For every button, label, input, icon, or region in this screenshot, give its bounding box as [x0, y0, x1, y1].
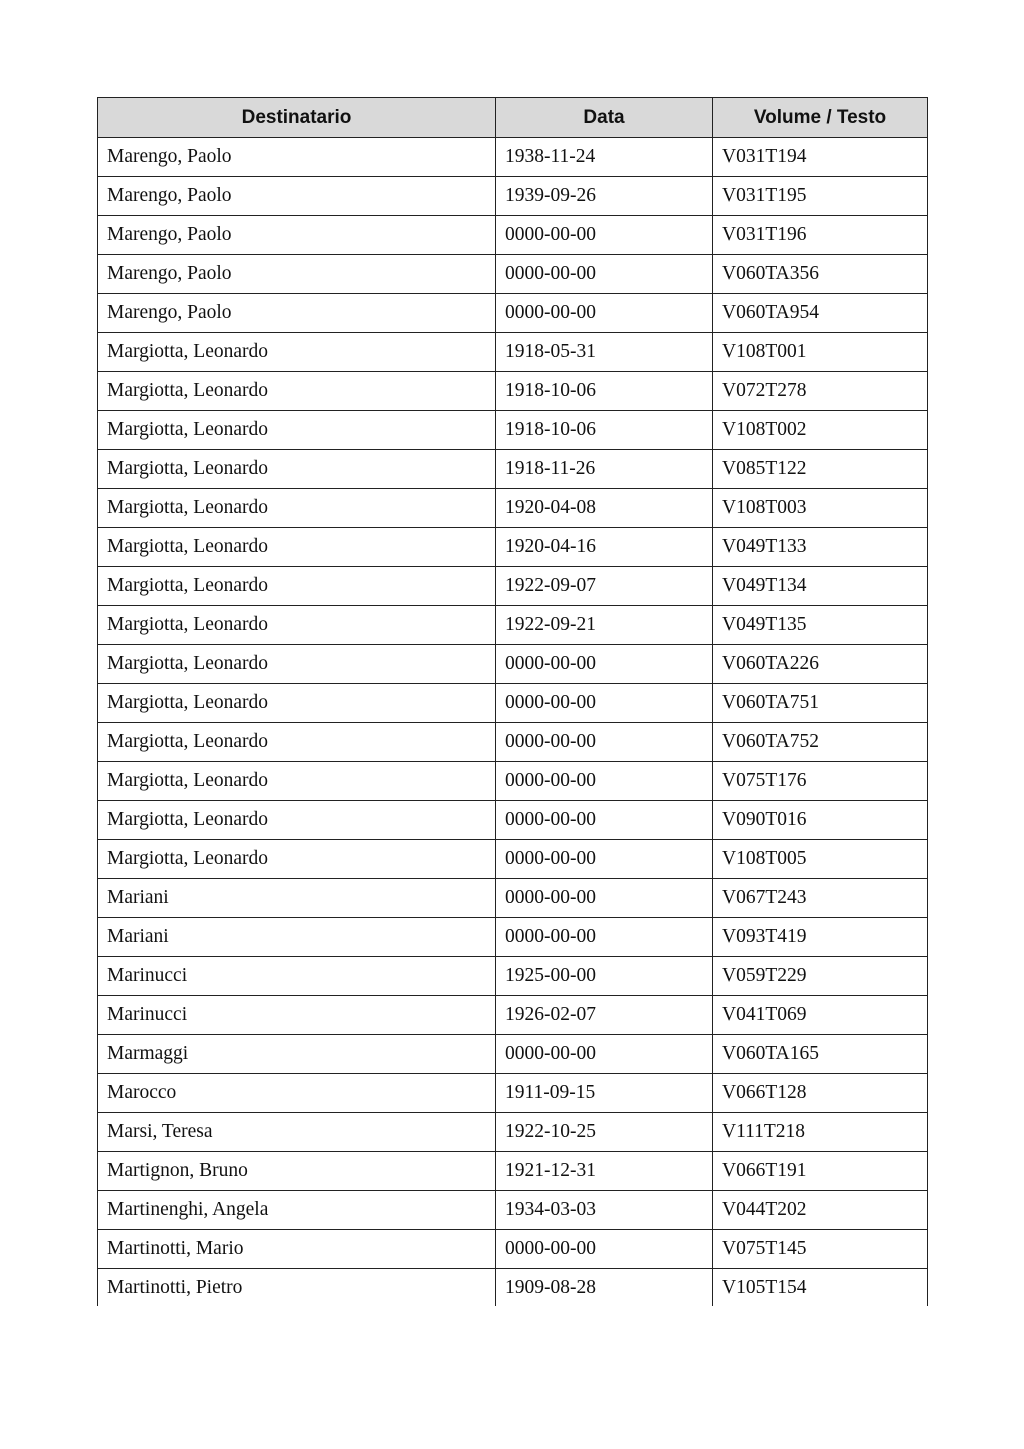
cell-volume-testo: V049T133 [713, 528, 928, 567]
cell-volume-testo: V066T191 [713, 1152, 928, 1191]
cell-volume-testo: V075T145 [713, 1230, 928, 1269]
cell-data: 0000-00-00 [496, 918, 713, 957]
cell-data: 1918-10-06 [496, 411, 713, 450]
cell-volume-testo: V031T195 [713, 177, 928, 216]
cell-destinatario: Marengo, Paolo [98, 216, 496, 255]
correspondence-table [97, 97, 928, 1306]
cell-data: 1938-11-24 [496, 138, 713, 177]
cell-volume-testo: V085T122 [713, 450, 928, 489]
cell-volume-testo: V108T001 [713, 333, 928, 372]
cell-volume-testo: V060TA226 [713, 645, 928, 684]
cell-destinatario: Martinotti, Mario [98, 1230, 496, 1269]
cell-destinatario: Margiotta, Leonardo [98, 528, 496, 567]
cell-data: 0000-00-00 [496, 1230, 713, 1269]
table-row [98, 957, 928, 996]
cell-volume-testo: V108T003 [713, 489, 928, 528]
table-row [98, 138, 928, 177]
cell-destinatario: Marengo, Paolo [98, 138, 496, 177]
table-row [98, 489, 928, 528]
cell-volume-testo: V108T002 [713, 411, 928, 450]
cell-data: 0000-00-00 [496, 879, 713, 918]
cell-data: 1922-09-07 [496, 567, 713, 606]
table-row [98, 411, 928, 450]
table-row [98, 1035, 928, 1074]
cell-data: 1939-09-26 [496, 177, 713, 216]
table-row [98, 684, 928, 723]
cell-data: 1920-04-16 [496, 528, 713, 567]
cell-volume-testo: V060TA752 [713, 723, 928, 762]
header-data: Data [496, 98, 713, 138]
cell-volume-testo: V067T243 [713, 879, 928, 918]
cell-destinatario: Margiotta, Leonardo [98, 411, 496, 450]
cell-data: 0000-00-00 [496, 294, 713, 333]
table-row [98, 996, 928, 1035]
cell-destinatario: Margiotta, Leonardo [98, 606, 496, 645]
cell-data: 1918-11-26 [496, 450, 713, 489]
table-row [98, 879, 928, 918]
cell-volume-testo: V090T016 [713, 801, 928, 840]
cell-data: 0000-00-00 [496, 801, 713, 840]
cell-volume-testo: V108T005 [713, 840, 928, 879]
table-row [98, 333, 928, 372]
cell-volume-testo: V041T069 [713, 996, 928, 1035]
cell-destinatario: Mariani [98, 879, 496, 918]
table-row [98, 918, 928, 957]
cell-data: 0000-00-00 [496, 684, 713, 723]
cell-destinatario: Margiotta, Leonardo [98, 450, 496, 489]
table-row [98, 528, 928, 567]
cell-data: 1921-12-31 [496, 1152, 713, 1191]
cell-volume-testo: V105T154 [713, 1269, 928, 1307]
cell-data: 1909-08-28 [496, 1269, 713, 1307]
cell-destinatario: Marinucci [98, 957, 496, 996]
table-row [98, 177, 928, 216]
cell-destinatario: Marinucci [98, 996, 496, 1035]
table-row [98, 723, 928, 762]
cell-volume-testo: V075T176 [713, 762, 928, 801]
cell-data: 0000-00-00 [496, 840, 713, 879]
cell-volume-testo: V072T278 [713, 372, 928, 411]
cell-destinatario: Margiotta, Leonardo [98, 645, 496, 684]
table-body [98, 138, 928, 1307]
cell-data: 1922-10-25 [496, 1113, 713, 1152]
cell-data: 1925-00-00 [496, 957, 713, 996]
cell-destinatario: Margiotta, Leonardo [98, 489, 496, 528]
cell-volume-testo: V049T134 [713, 567, 928, 606]
cell-data: 1934-03-03 [496, 1191, 713, 1230]
cell-destinatario: Marocco [98, 1074, 496, 1113]
cell-destinatario: Margiotta, Leonardo [98, 333, 496, 372]
cell-destinatario: Margiotta, Leonardo [98, 684, 496, 723]
cell-data: 0000-00-00 [496, 762, 713, 801]
cell-destinatario: Marengo, Paolo [98, 177, 496, 216]
table-row [98, 1113, 928, 1152]
cell-destinatario: Margiotta, Leonardo [98, 372, 496, 411]
cell-volume-testo: V060TA954 [713, 294, 928, 333]
cell-data: 1911-09-15 [496, 1074, 713, 1113]
cell-volume-testo: V060TA356 [713, 255, 928, 294]
cell-data: 1918-05-31 [496, 333, 713, 372]
table-row [98, 255, 928, 294]
cell-data: 1918-10-06 [496, 372, 713, 411]
cell-destinatario: Margiotta, Leonardo [98, 762, 496, 801]
document-page [97, 97, 927, 1306]
cell-data: 1920-04-08 [496, 489, 713, 528]
cell-destinatario: Mariani [98, 918, 496, 957]
cell-data: 0000-00-00 [496, 255, 713, 294]
cell-data: 1922-09-21 [496, 606, 713, 645]
cell-destinatario: Marmaggi [98, 1035, 496, 1074]
cell-destinatario: Martignon, Bruno [98, 1152, 496, 1191]
cell-data: 1926-02-07 [496, 996, 713, 1035]
cell-volume-testo: V060TA165 [713, 1035, 928, 1074]
cell-destinatario: Margiotta, Leonardo [98, 801, 496, 840]
cell-volume-testo: V111T218 [713, 1113, 928, 1152]
cell-destinatario: Martinotti, Pietro [98, 1269, 496, 1307]
cell-destinatario: Marengo, Paolo [98, 255, 496, 294]
table-row [98, 450, 928, 489]
cell-data: 0000-00-00 [496, 723, 713, 762]
table-row [98, 294, 928, 333]
header-destinatario: Destinatario [98, 98, 496, 138]
table-row [98, 606, 928, 645]
cell-volume-testo: V059T229 [713, 957, 928, 996]
table-row [98, 216, 928, 255]
table-row [98, 801, 928, 840]
header-volume-testo: Volume / Testo [713, 98, 928, 138]
table-row [98, 1269, 928, 1307]
cell-volume-testo: V031T196 [713, 216, 928, 255]
table-row [98, 840, 928, 879]
cell-destinatario: Margiotta, Leonardo [98, 840, 496, 879]
table-row [98, 1230, 928, 1269]
cell-data: 0000-00-00 [496, 1035, 713, 1074]
cell-volume-testo: V093T419 [713, 918, 928, 957]
table-row [98, 762, 928, 801]
cell-volume-testo: V031T194 [713, 138, 928, 177]
cell-destinatario: Margiotta, Leonardo [98, 567, 496, 606]
cell-destinatario: Margiotta, Leonardo [98, 723, 496, 762]
cell-volume-testo: V066T128 [713, 1074, 928, 1113]
cell-destinatario: Marengo, Paolo [98, 294, 496, 333]
table-header-row [98, 98, 928, 138]
table-row [98, 567, 928, 606]
table-row [98, 1191, 928, 1230]
cell-destinatario: Marsi, Teresa [98, 1113, 496, 1152]
cell-volume-testo: V049T135 [713, 606, 928, 645]
cell-data: 0000-00-00 [496, 645, 713, 684]
cell-volume-testo: V044T202 [713, 1191, 928, 1230]
table-row [98, 372, 928, 411]
cell-destinatario: Martinenghi, Angela [98, 1191, 496, 1230]
table-row [98, 645, 928, 684]
cell-volume-testo: V060TA751 [713, 684, 928, 723]
table-row [98, 1074, 928, 1113]
table-row [98, 1152, 928, 1191]
cell-data: 0000-00-00 [496, 216, 713, 255]
